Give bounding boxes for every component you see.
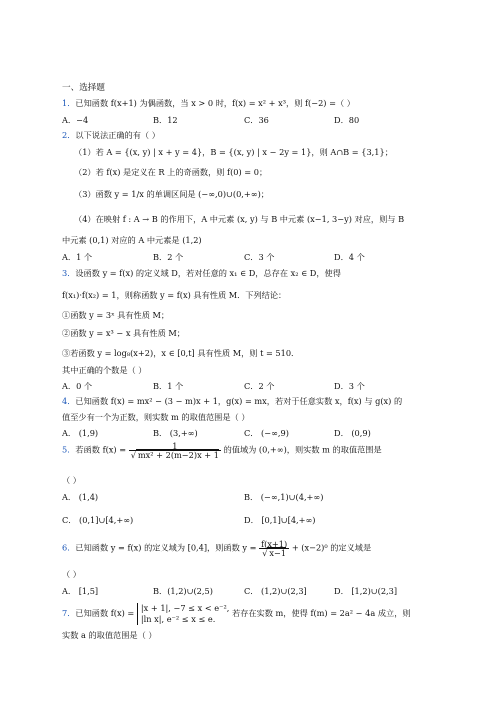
q4-line-2: 值至少有一个为正数，则实数 m 的取值范围是（ ） <box>62 412 250 422</box>
question-1-number: 1． <box>62 98 76 108</box>
q5-fraction <box>129 442 221 459</box>
question-4-text: 已知函数 f(x) = mx² − (3 − m)x + 1，g(x) = mx，若对于任意实数 x，f(x) 与 g(x) 的 <box>75 396 403 406</box>
q6-fraction-denominator: √ x−1 <box>262 548 287 559</box>
question-6-prefix: 已知函数 y = f(x) 的定义域为 [0,4]，则函数 y = <box>75 542 257 553</box>
q7-case-2: |ln x|, e⁻² ≤ x ≤ e. <box>140 614 216 625</box>
q2-option-c[interactable]: C．3 个 <box>244 252 275 262</box>
q4-option-d[interactable]: D． (0,9) <box>334 428 371 438</box>
q2-option-b[interactable]: B．2 个 <box>153 252 184 262</box>
q6-sqrt-radicand: x−1 <box>269 548 287 559</box>
section-title: 一、选择题 <box>62 83 105 93</box>
q3-option-a[interactable]: A．0 个 <box>62 381 93 391</box>
question-6-suffix: + (x−2)⁰ 的定义域是 <box>291 542 372 553</box>
q3-option-c[interactable]: C．2 个 <box>244 381 275 391</box>
q4-option-a[interactable]: A． (1,9) <box>62 428 99 438</box>
q2-item-4-cont: 中元素 (0,1) 对应的 A 中元素是 (1,2) <box>62 235 202 245</box>
q2-item-1: （1）若 A = {(x, y) | x + y = 4}，B = {(x, y) | x − 2y = 1}，则 A∩B = {3,1}； <box>74 147 393 157</box>
q6-option-b[interactable]: B．(1,2)∪(2,5) <box>153 586 213 596</box>
q6-option-d[interactable]: D． [1,2)∪(2,3] <box>334 586 398 596</box>
q3-statement-2: ②函数 y = x³ − x 具有性质 M； <box>62 328 185 338</box>
q7-piecewise <box>137 603 229 625</box>
q1-option-b[interactable]: B．12 <box>153 115 178 125</box>
question-7-suffix: 若存在实数 m，使得 f(m) = 2a² − 4a 成立，则 <box>231 608 411 619</box>
q3-statement-3: ③若函数 y = log₈(x+2)，x ∈ [0,t] 具有性质 M，则 t = 510． <box>62 348 300 358</box>
question-4-stem <box>62 397 402 405</box>
q4-option-c[interactable]: C． (−∞,9) <box>244 428 289 438</box>
q6-option-a[interactable]: A． [1,5] <box>62 586 99 596</box>
q7-line-2: 实数 a 的取值范围是（ ） <box>62 630 157 640</box>
q3-statement-1: ①函数 y = 3ˣ 具有性质 M； <box>62 310 170 320</box>
q6-option-c[interactable]: C． (1,2)∪(2,3] <box>244 586 307 596</box>
q2-item-3: （3）函数 y = 1/x 的单调区间是 (−∞,0)∪(0,+∞)； <box>74 189 269 199</box>
q2-item-4: （4）在映射 f : A → B 的作用下，A 中元素 (x, y) 与 B 中元素 (x−1, 3−y) 对应，则与 B <box>74 214 405 224</box>
q6-fraction <box>259 540 289 557</box>
q5-option-c[interactable]: C． (0,1]∪[4,+∞) <box>62 515 134 525</box>
q5-option-d[interactable]: D． [0,1]∪[4,+∞) <box>244 515 316 525</box>
q2-option-d[interactable]: D．4 个 <box>334 252 365 262</box>
question-2-text: 以下说法正确的有（ ） <box>75 130 160 140</box>
question-3-number: 3． <box>62 268 76 278</box>
q5-paren: （ ） <box>62 475 81 485</box>
q5-fraction-denominator: √ mx² + 2(m−2)x + 1 <box>130 450 219 461</box>
question-7-prefix: 已知函数 f(x) = <box>75 608 135 619</box>
q1-option-d[interactable]: D．80 <box>334 115 360 125</box>
q5-option-a[interactable]: A． (1,4) <box>62 492 99 502</box>
q2-item-2: （2）若 f(x) 是定义在 R 上的奇函数，则 f(0) = 0； <box>74 167 268 177</box>
question-5-number: 5． <box>62 444 76 455</box>
question-7-stem <box>62 603 411 625</box>
q3-option-b[interactable]: B．1 个 <box>153 381 184 391</box>
q2-option-a[interactable]: A．1 个 <box>62 252 93 262</box>
question-3-text: 设函数 y = f(x) 的定义域 D，若对任意的 x₁ ∈ D，总存在 x₂ ∈ D，使得 <box>75 268 341 278</box>
q7-case-1: |x + 1|, −7 ≤ x < e⁻², <box>140 603 230 613</box>
q6-fraction-numerator: f(x+1) <box>261 539 288 549</box>
q1-option-c[interactable]: C．36 <box>244 115 269 125</box>
question-6-number: 6． <box>62 542 76 553</box>
question-6-stem <box>62 540 371 557</box>
q3-line-2: f(x₁)·f(x₂) = 1，则称函数 y = f(x) 具有性质 M．下列结论： <box>62 290 287 300</box>
question-5-stem <box>62 442 382 459</box>
question-7-number: 7． <box>62 608 76 619</box>
question-5-prefix: 若函数 f(x) = <box>75 444 127 455</box>
question-4-number: 4． <box>62 396 76 406</box>
question-1-text: 已知函数 f(x+1) 为偶函数，当 x > 0 时，f(x) = x² + x³，则 f(−2) =（ ） <box>75 98 355 108</box>
question-2-stem <box>62 131 160 139</box>
q5-option-b[interactable]: B． (−∞,1)∪(4,+∞) <box>244 492 324 502</box>
q3-option-d[interactable]: D．3 个 <box>334 381 365 391</box>
question-3-stem <box>62 269 341 277</box>
q6-paren: （ ） <box>62 569 81 579</box>
q5-fraction-numerator: 1 <box>129 442 221 451</box>
q3-question: 其中正确的个数是（ ） <box>62 365 147 375</box>
q1-option-a[interactable]: A．−4 <box>62 115 89 125</box>
question-5-suffix: 的值域为 (0,+∞)，则实数 m 的取值范围是 <box>223 444 382 455</box>
question-1-stem <box>62 99 355 107</box>
question-2-number: 2． <box>62 130 76 140</box>
q4-option-b[interactable]: B． (3,+∞) <box>153 428 198 438</box>
q5-sqrt-radicand: mx² + 2(m−2)x + 1 <box>137 450 219 461</box>
